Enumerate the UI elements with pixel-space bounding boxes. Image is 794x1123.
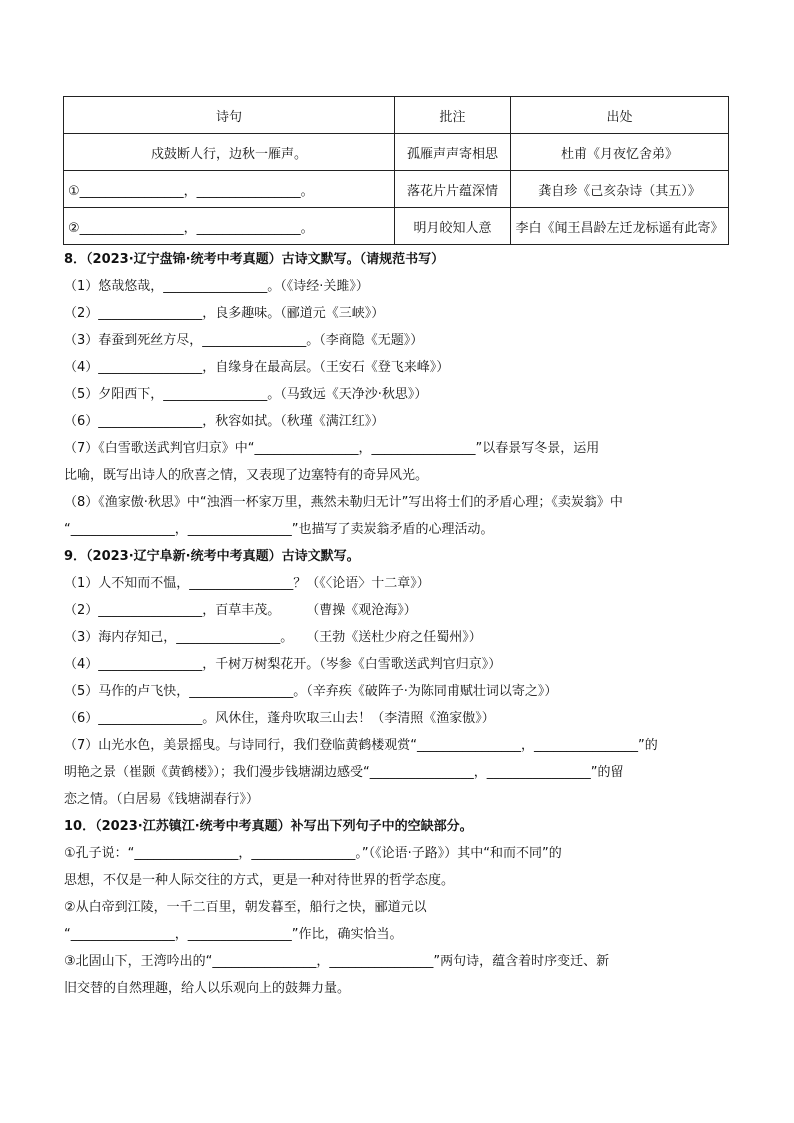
table-cell: 李白《闻王昌龄左迁龙标遥有此寄》 xyxy=(511,208,729,245)
q9-line: （6）________________。风休住，蓬舟吹取三山去！（李清照《渔家傲》） xyxy=(64,711,495,726)
q9-line: 恋之情。（白居易《钱塘湖春行》） xyxy=(64,792,260,807)
q8-line: （6）________________，秋容如拭。（秋瑾《满江红》） xyxy=(64,414,385,429)
q10-line: 旧交替的自然理趣，给人以乐观向上的鼓舞力量。 xyxy=(64,981,351,996)
q8-line: （2）________________，良多趣味。（郦道元《三峡》） xyxy=(64,306,385,321)
table-cell: 孤雁声声寄相思 xyxy=(395,134,511,171)
q8-line: （7）《白雪歌送武判官归京》中“________________，________________”以春景写冬景，运用 xyxy=(64,441,600,456)
table-cell: ①________________，________________。 xyxy=(64,171,395,208)
table-cell: 杜甫《月夜忆舍弟》 xyxy=(511,134,729,171)
q8-line: （5）夕阳西下，________________。（马致远《天净沙·秋思》） xyxy=(64,387,428,402)
q8-line: （4）________________，自缘身在最高层。（王安石《登飞来峰》） xyxy=(64,360,450,375)
q9-line: （5）马作的卢飞快，________________。（辛弃疾《破阵子·为陈同甫赋壮词以寄之》） xyxy=(64,684,558,699)
q9-line: （1）人不知而不愠，________________？（《〈论语〉十二章》） xyxy=(64,576,430,591)
table-row xyxy=(64,171,729,208)
q10-line: “________________，________________”作比，确实恰当。 xyxy=(64,927,403,942)
table-cell: 龚自珍《己亥杂诗（其五）》 xyxy=(511,171,729,208)
question-8-title: 8．（2023·辽宁盘锦·统考中考真题）古诗文默写。（请规范书写） xyxy=(64,252,445,267)
q9-line: （3）海内存知己，________________。 （王勃《送杜少府之任蜀州》） xyxy=(64,630,482,645)
table-row xyxy=(64,208,729,245)
table-row xyxy=(64,134,729,171)
header-cell: 出处 xyxy=(511,97,729,134)
table-cell: ②________________，________________。 xyxy=(64,208,395,245)
q9-line: （4）________________，千树万树梨花开。（岑参《白雪歌送武判官归京》） xyxy=(64,657,502,672)
table-cell: 戍鼓断人行，边秋一雁声。 xyxy=(64,134,395,171)
questions xyxy=(64,246,730,1002)
q9-line: （2）________________，百草丰茂。 （曹操《观沧海》） xyxy=(64,603,417,618)
q10-line: ①孔子说：“________________，________________。”（《论语·子路》）其中“和而不同”的 xyxy=(64,846,562,861)
q8-line: （3）春蚕到死丝方尽，________________。（李商隐《无题》） xyxy=(64,333,424,348)
q10-line: ③北固山下，王湾吟出的“________________，________________”两句诗，蕴含着时序变迁、新 xyxy=(64,954,610,969)
header-cell: 诗句 xyxy=(64,97,395,134)
table-cell: 落花片片蕴深情 xyxy=(395,171,511,208)
q8-line: （8）《渔家傲·秋思》中“浊酒一杯家万里，燕然未勒归无计”写出将士们的矛盾心理；《卖炭翁》中 xyxy=(64,495,623,510)
table-header-row xyxy=(64,97,729,134)
q9-line: 明艳之景（崔颢《黄鹤楼》）；我们漫步钱塘湖边感受“________________，________________”的留 xyxy=(64,765,624,780)
header-cell: 批注 xyxy=(395,97,511,134)
question-9-title: 9．（2023·辽宁阜新·统考中考真题）古诗文默写。 xyxy=(64,549,360,564)
table-cell: 明月皎知人意 xyxy=(395,208,511,245)
q8-line: 比喻，既写出诗人的欣喜之情，又表现了边塞特有的奇异风光。 xyxy=(64,468,429,483)
question-10-title: 10．（2023·江苏镇江·统考中考真题）补写出下列句子中的空缺部分。 xyxy=(64,819,473,834)
poem-table xyxy=(63,96,729,245)
q8-line: （1）悠哉悠哉，________________。（《诗经·关雎》） xyxy=(64,279,369,294)
q10-line: ②从白帝到江陵，一千二百里，朝发暮至，船行之快，郦道元以 xyxy=(64,900,427,915)
q8-line: “________________，________________”也描写了卖炭翁矛盾的心理活动。 xyxy=(64,522,494,537)
q10-line: 思想，不仅是一种人际交往的方式，更是一种对待世界的哲学态度。 xyxy=(64,873,455,888)
q9-line: （7）山光水色，美景摇曳。与诗同行，我们登临黄鹤楼观赏“________________，________________”的 xyxy=(64,738,658,753)
